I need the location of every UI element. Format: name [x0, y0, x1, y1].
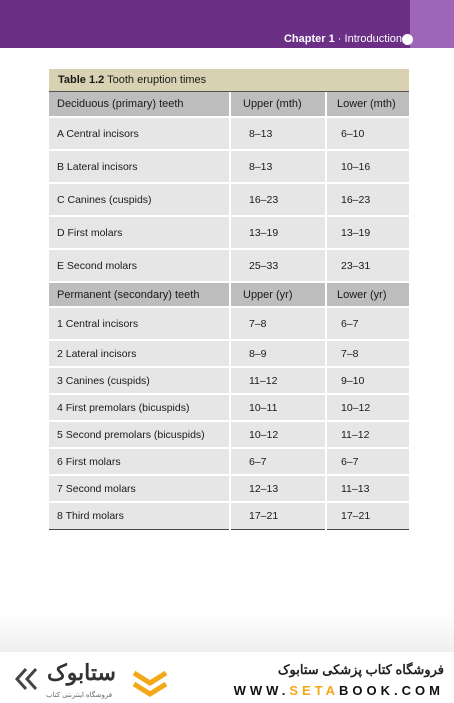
- url-suffix: BOOK.COM: [339, 683, 444, 698]
- table-row: [49, 448, 409, 475]
- footer-shadow: [0, 612, 454, 652]
- store-name: فروشگاه کتاب پزشکی ستابوک: [277, 662, 444, 677]
- table-number: Table 1.2: [58, 74, 105, 86]
- logo-tagline: فروشگاه اینترنتی کتاب: [46, 692, 113, 699]
- table-row: [49, 502, 409, 529]
- lower-value-cell: 23–31: [326, 249, 409, 282]
- header-separator: ·: [334, 33, 345, 45]
- lower-value-cell: 6–10: [326, 117, 409, 150]
- lower-value-cell: 6–7: [326, 448, 409, 475]
- header-bullet-dot: [402, 34, 413, 45]
- lower-value-cell: 6–7: [326, 307, 409, 340]
- upper-value-cell: 6–7: [230, 448, 326, 475]
- table-row: [49, 307, 409, 340]
- table-row: [49, 150, 409, 183]
- tooth-name-cell: 3 Canines (cuspids): [49, 367, 230, 394]
- lower-value-cell: 10–16: [326, 150, 409, 183]
- tooth-name-cell: 4 First premolars (bicuspids): [49, 394, 230, 421]
- upper-value-cell: 10–12: [230, 421, 326, 448]
- section-heading: Permanent (secondary) teeth: [49, 282, 230, 307]
- upper-value-cell: 16–23: [230, 183, 326, 216]
- table-caption: [49, 69, 409, 92]
- section-heading: Deciduous (primary) teeth: [49, 92, 230, 117]
- url-prefix: WWW.: [233, 683, 290, 698]
- tooth-name-cell: B Lateral incisors: [49, 150, 230, 183]
- section-header-deciduous: [49, 92, 409, 117]
- table-row: [49, 216, 409, 249]
- tooth-name-cell: 1 Central incisors: [49, 307, 230, 340]
- column-header-lower: Lower (yr): [326, 282, 409, 307]
- logo-chevron-icon: [130, 667, 170, 703]
- table-row: [49, 249, 409, 282]
- tooth-name-cell: 2 Lateral incisors: [49, 340, 230, 367]
- table-row: [49, 367, 409, 394]
- upper-value-cell: 13–19: [230, 216, 326, 249]
- upper-value-cell: 11–12: [230, 367, 326, 394]
- table-row: [49, 183, 409, 216]
- column-header-upper: Upper (yr): [230, 282, 326, 307]
- column-header-lower: Lower (mth): [326, 92, 409, 117]
- lower-value-cell: 10–12: [326, 394, 409, 421]
- lower-value-cell: 13–19: [326, 216, 409, 249]
- table-row: [49, 421, 409, 448]
- lower-value-cell: 17–21: [326, 502, 409, 529]
- section-label: Introduction: [344, 33, 402, 45]
- upper-value-cell: 8–13: [230, 150, 326, 183]
- url-accent: SETA: [289, 683, 340, 698]
- upper-value-cell: 25–33: [230, 249, 326, 282]
- lower-value-cell: 9–10: [326, 367, 409, 394]
- tooth-name-cell: A Central incisors: [49, 117, 230, 150]
- tooth-name-cell: D First molars: [49, 216, 230, 249]
- lower-value-cell: 16–23: [326, 183, 409, 216]
- table-title: Tooth eruption times: [104, 74, 207, 86]
- tooth-eruption-table: [49, 69, 409, 530]
- lower-value-cell: 7–8: [326, 340, 409, 367]
- tooth-name-cell: C Canines (cuspids): [49, 183, 230, 216]
- logo-wordmark: ستابوک: [47, 660, 116, 685]
- lower-value-cell: 11–13: [326, 475, 409, 502]
- chapter-label: Chapter 1: [283, 33, 335, 45]
- table-row: [49, 340, 409, 367]
- publisher-footer: [0, 652, 454, 703]
- upper-value-cell: 8–9: [230, 340, 326, 367]
- table-row: [49, 475, 409, 502]
- tooth-name-cell: 8 Third molars: [49, 502, 230, 529]
- upper-value-cell: 12–13: [230, 475, 326, 502]
- logo-arrows-icon: [12, 664, 42, 694]
- tooth-name-cell: 6 First molars: [49, 448, 230, 475]
- lower-value-cell: 11–12: [326, 421, 409, 448]
- table-row: [49, 394, 409, 421]
- running-header: [284, 32, 402, 46]
- upper-value-cell: 8–13: [230, 117, 326, 150]
- eruption-data-table: [49, 92, 409, 530]
- upper-value-cell: 7–8: [230, 307, 326, 340]
- tooth-name-cell: 5 Second premolars (bicuspids): [49, 421, 230, 448]
- tooth-name-cell: 7 Second molars: [49, 475, 230, 502]
- upper-value-cell: 17–21: [230, 502, 326, 529]
- chapter-header-tab: [410, 0, 454, 48]
- store-url[interactable]: [234, 683, 444, 699]
- table-row: [49, 117, 409, 150]
- section-header-permanent: [49, 282, 409, 307]
- setabook-logo: [12, 659, 177, 703]
- tooth-name-cell: E Second molars: [49, 249, 230, 282]
- column-header-upper: Upper (mth): [230, 92, 326, 117]
- upper-value-cell: 10–11: [230, 394, 326, 421]
